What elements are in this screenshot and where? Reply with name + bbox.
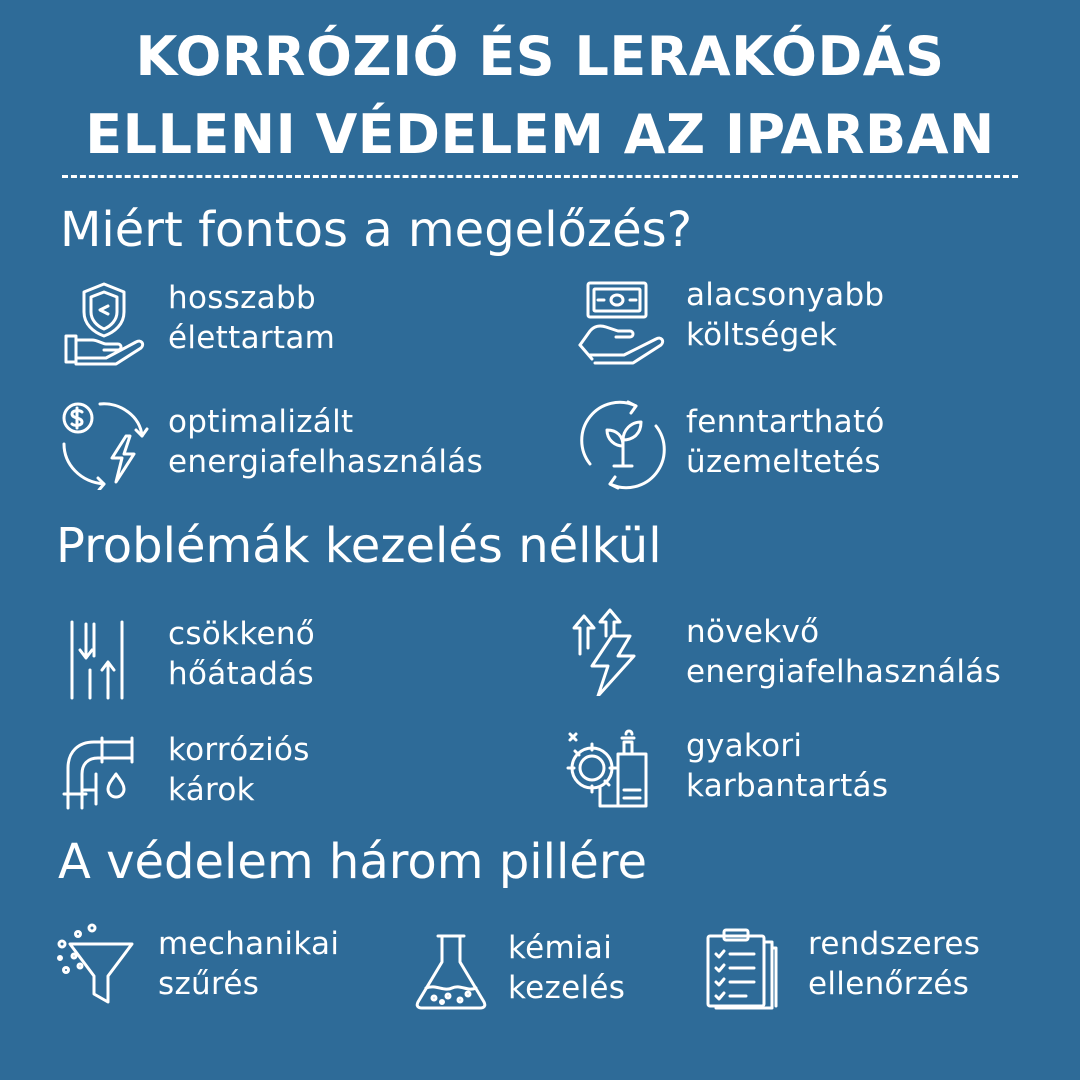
item-label-line2: kezelés xyxy=(508,970,626,1006)
item-label-line2: költségek xyxy=(686,317,838,353)
factory-gear-icon xyxy=(562,724,652,814)
section-heading-pillars: A védelem három pillére xyxy=(58,834,648,890)
shield-hand-icon xyxy=(60,278,150,368)
item-label-line1: csökkenő xyxy=(168,616,316,652)
item-label-line1: kémiai xyxy=(508,930,613,966)
checklist-clipboard-icon xyxy=(702,924,792,1014)
item-label-line1: mechanikai xyxy=(158,926,340,962)
item-label-line2: energiafelhasználás xyxy=(168,444,484,480)
item-label-line1: hosszabb xyxy=(168,280,316,316)
item-label-line2: üzemeltetés xyxy=(686,444,881,480)
item-label-line2: ellenőrzés xyxy=(808,966,970,1002)
item-label-line1: növekvő xyxy=(686,614,820,650)
title-line-2: ELLENI VÉDELEM AZ IPARBAN xyxy=(85,103,995,166)
lab-flask-icon xyxy=(408,926,498,1016)
rising-energy-icon xyxy=(570,606,660,696)
item-label-line2: élettartam xyxy=(168,320,336,356)
section-heading-why: Miért fontos a megelőzés? xyxy=(60,202,693,258)
sprout-cycle-icon xyxy=(578,400,668,490)
filter-funnel-icon xyxy=(52,922,142,1012)
title-line-1: KORRÓZIÓ ÉS LERAKÓDÁS xyxy=(135,25,945,88)
money-hand-icon xyxy=(578,275,668,365)
item-label-line2: karbantartás xyxy=(686,768,889,804)
item-label-line1: rendszeres xyxy=(808,926,981,962)
section-heading-problems: Problémák kezelés nélkül xyxy=(56,518,662,574)
item-label-line2: hőátadás xyxy=(168,656,314,692)
heat-transfer-arrows-icon xyxy=(60,614,150,704)
item-label-line1: gyakori xyxy=(686,728,803,764)
item-label-line1: alacsonyabb xyxy=(686,277,885,313)
item-label-line2: károk xyxy=(168,772,255,808)
dollar-energy-cycle-icon xyxy=(60,400,150,490)
item-label-line1: optimalizált xyxy=(168,404,354,440)
dashed-divider xyxy=(62,175,1018,178)
leaking-pipe-icon xyxy=(60,728,150,818)
page-title xyxy=(0,18,1080,174)
item-label-line1: korróziós xyxy=(168,732,310,768)
item-label-line1: fenntartható xyxy=(686,404,885,440)
item-label-line2: energiafelhasználás xyxy=(686,654,1002,690)
item-label-line2: szűrés xyxy=(158,966,260,1002)
